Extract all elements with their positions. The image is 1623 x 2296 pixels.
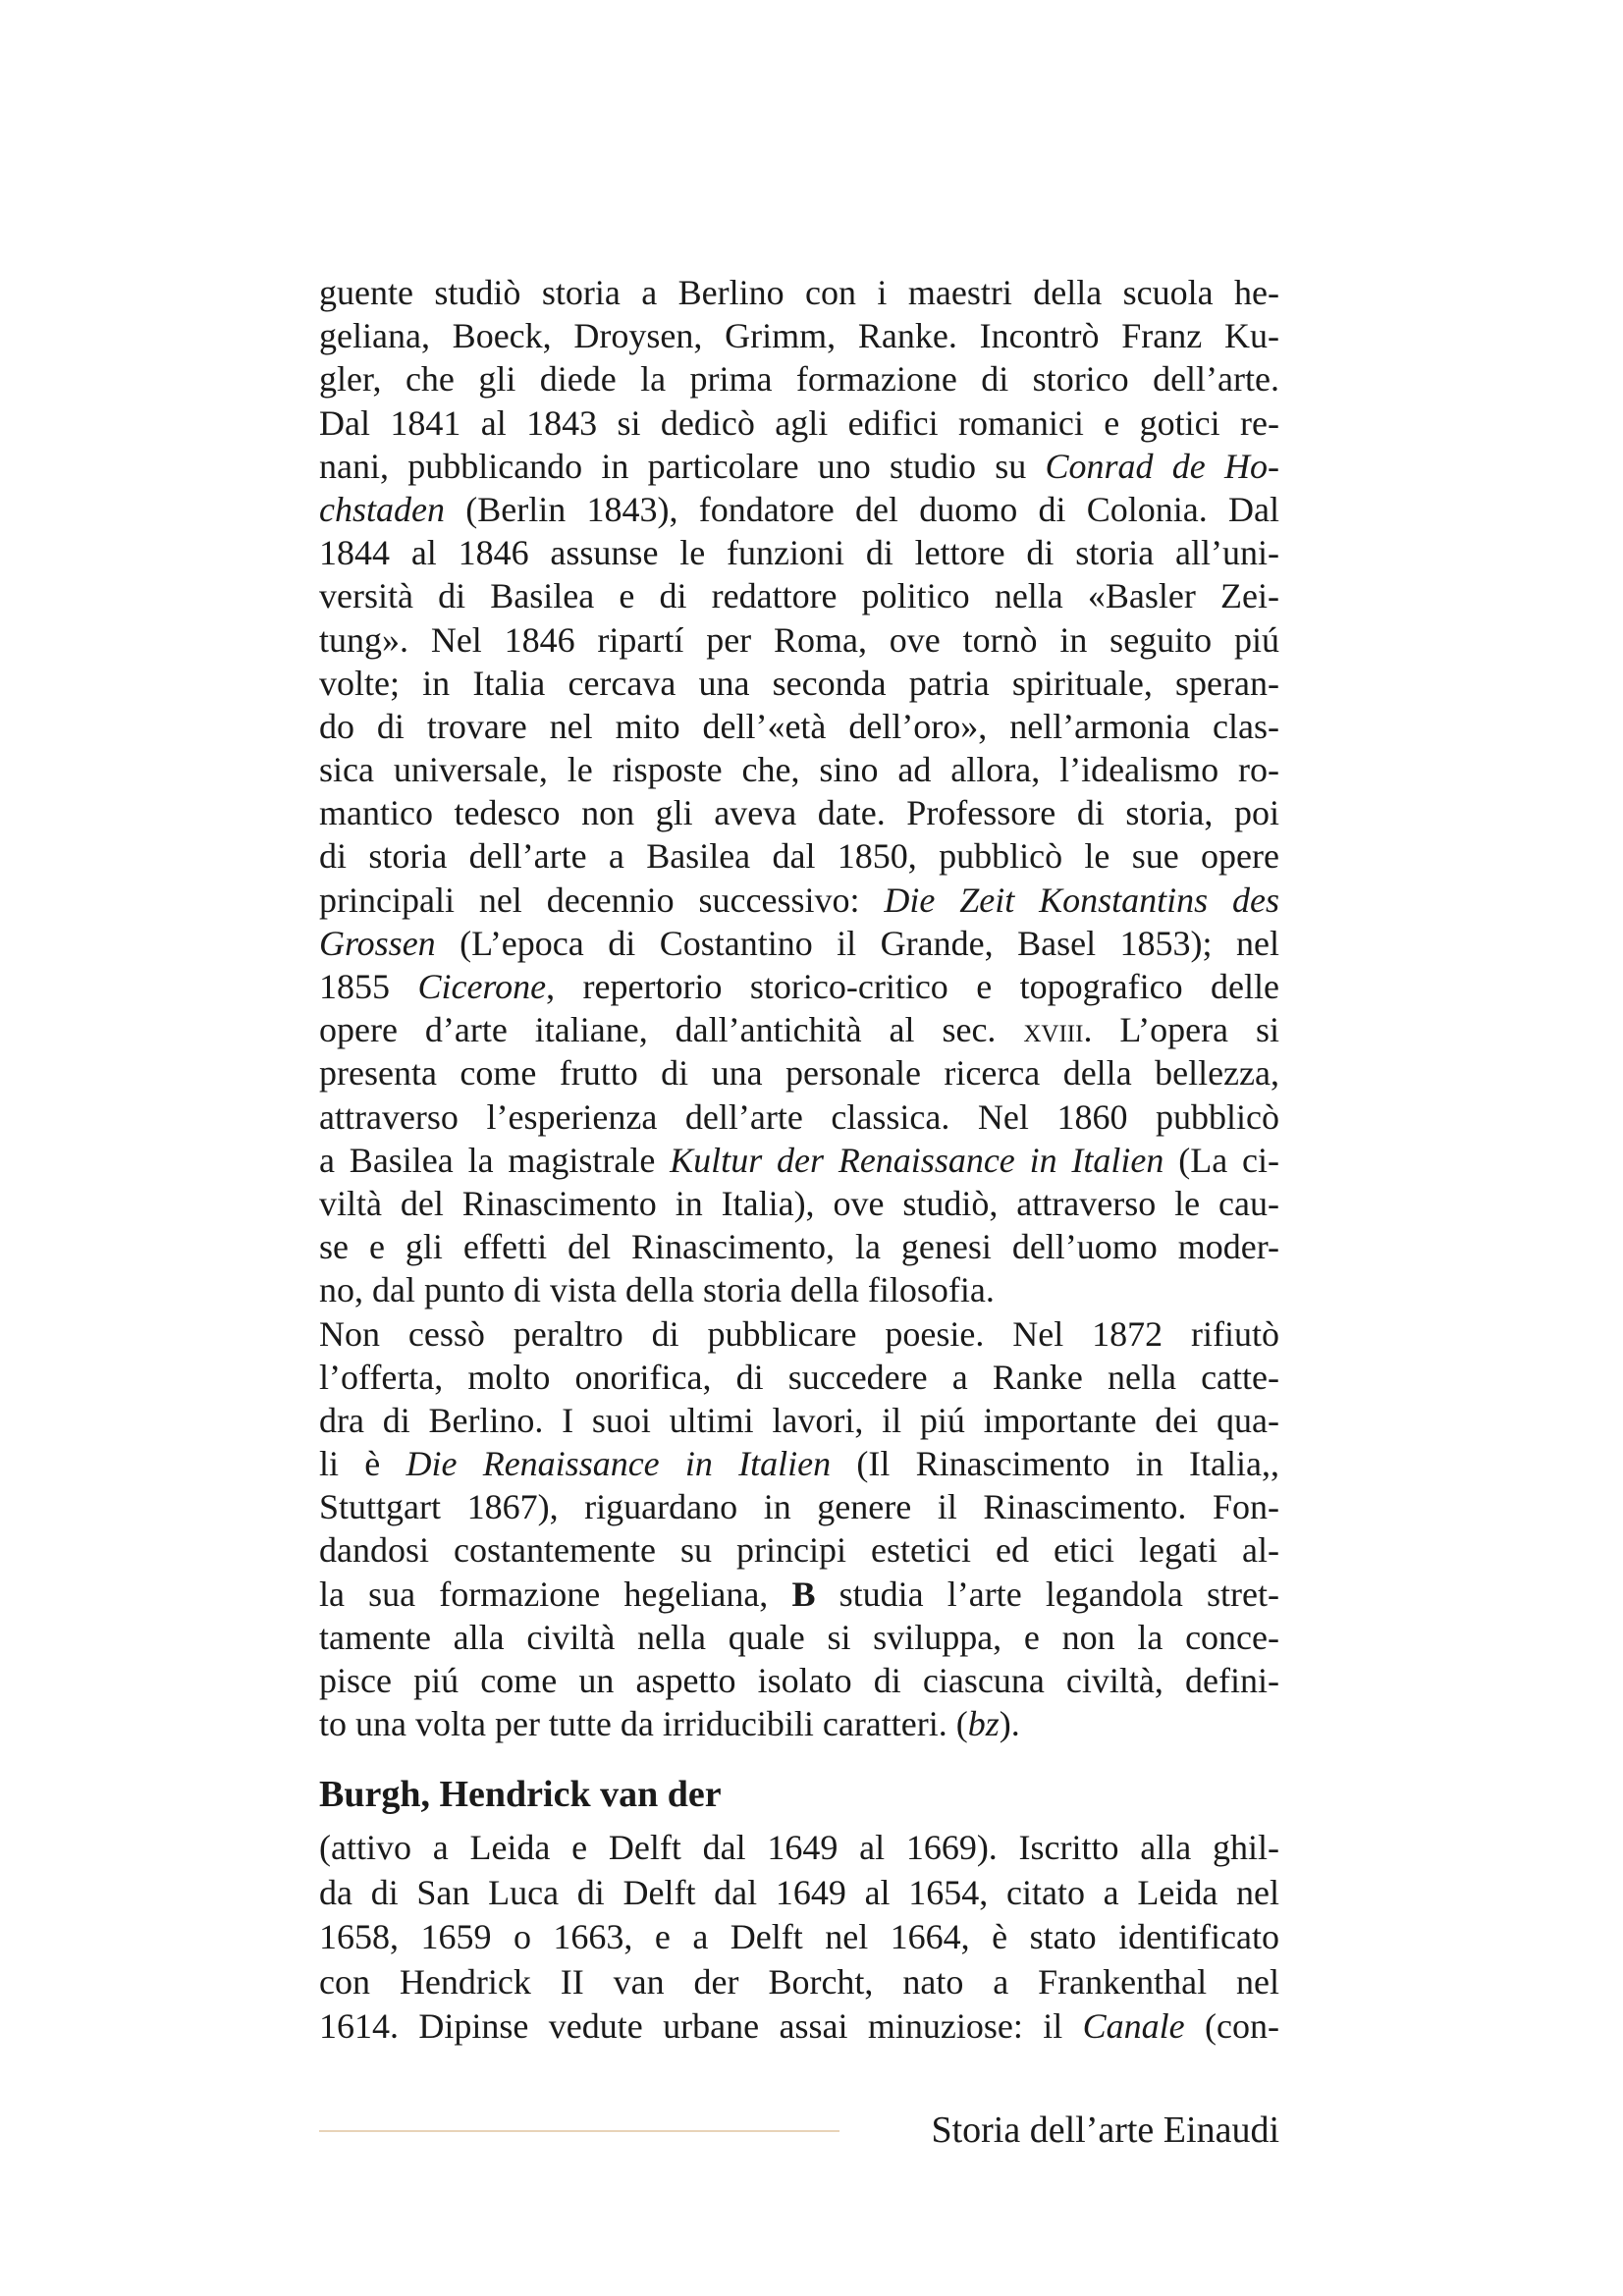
text-line — [319, 1182, 1279, 1225]
text-run: a Basilea la magistrale — [319, 1140, 671, 1180]
text-line — [319, 748, 1279, 791]
text-line — [319, 1702, 1279, 1745]
text-line — [319, 1051, 1279, 1095]
text-run: se e gli effetti del Rinascimento, la genesi dell’uomo moder- — [319, 1227, 1279, 1267]
text-line — [319, 357, 1279, 400]
italic-text: chstaden — [319, 489, 445, 529]
text-line — [319, 1528, 1279, 1572]
text-run: 1658, 1659 o 1663, e a Delft nel 1664, è stato identificato — [319, 1917, 1279, 1956]
footer-rule — [319, 2130, 839, 2132]
text-run: . L’opera si — [1083, 1010, 1279, 1050]
text-line — [319, 488, 1279, 531]
text-run: 1614. Dipinse vedute urbane assai minuziose: il — [319, 2006, 1083, 2046]
text-run: (con- — [1184, 2006, 1279, 2046]
text-line — [319, 662, 1279, 705]
italic-text: Die Renaissance in Italien — [406, 1444, 832, 1484]
text-line — [319, 1095, 1279, 1139]
italic-text: Kultur der Renaissance in Italien — [670, 1140, 1164, 1180]
text-run: to una volta per tutte da irriducibili caratteri. ( — [319, 1704, 968, 1744]
body-text — [319, 271, 1279, 1745]
text-line — [319, 401, 1279, 445]
text-run: da di San Luca di Delft dal 1649 al 1654, citato a Leida nel — [319, 1872, 1279, 1912]
text-run: volte; in Italia cercava una seconda patria spirituale, speran- — [319, 663, 1279, 703]
entry-heading: Burgh, Hendrick van der — [319, 1774, 722, 1815]
text-run: gler, che gli diede la prima formazione di storico dell’arte. — [319, 359, 1279, 400]
text-line — [319, 1442, 1279, 1485]
text-run: geliana, Boeck, Droysen, Grimm, Ranke. Incontrò Franz Ku- — [319, 316, 1279, 356]
italic-text: Conrad de Ho- — [1045, 446, 1279, 486]
text-run: (Il Rinascimento in Italia,, — [831, 1444, 1280, 1484]
text-run: xviii — [1023, 1010, 1084, 1050]
text-run: Non cessò peraltro di pubblicare poesie. Nel 1872 rifiutò — [319, 1313, 1279, 1354]
text-run: tamente alla civiltà nella quale si sviluppa, e non la conce- — [319, 1617, 1279, 1657]
text-run: nani, pubblicando in particolare uno studio su — [319, 446, 1046, 486]
text-run: l’offerta, molto onorifica, di succedere a Ranke nella catte- — [319, 1357, 1279, 1397]
text-line — [319, 1573, 1279, 1616]
text-run: pisce piú come un aspetto isolato di ciascuna civiltà, defini- — [319, 1661, 1279, 1700]
text-line — [319, 1356, 1279, 1399]
text-run: studia l’arte legandola stret- — [815, 1574, 1279, 1614]
italic-text: bz — [967, 1704, 1000, 1744]
italic-text: Grossen — [319, 923, 436, 963]
text-run: Stuttgart 1867), riguardano in genere il Rinascimento. Fon- — [319, 1487, 1279, 1527]
text-run: li è — [319, 1444, 406, 1484]
text-line — [319, 531, 1279, 574]
text-run: (attivo a Leida e Delft dal 1649 al 1669). Iscritto alla ghil- — [319, 1828, 1279, 1867]
text-run: mantico tedesco non gli aveva date. Professore di storia, poi — [319, 793, 1279, 833]
text-line — [319, 879, 1279, 922]
text-run: viltà del Rinascimento in Italia), ove studiò, attraverso le cau- — [319, 1183, 1279, 1223]
text-run: guente studiò storia a Berlino con i maestri della scuola he- — [319, 273, 1279, 312]
footer-title: Storia dell’arte Einaudi — [931, 2109, 1279, 2151]
text-line — [319, 922, 1279, 965]
text-line — [319, 2004, 1279, 2050]
text-line — [319, 1485, 1279, 1528]
text-run: sica universale, le risposte che, sino ad allora, l’idealismo ro- — [319, 750, 1279, 790]
text-line — [319, 1826, 1279, 1871]
text-line — [319, 834, 1279, 878]
italic-text: Canale — [1082, 2006, 1185, 2046]
text-run: 1844 al 1846 assunse le funzioni di lettore di storia all’uni- — [319, 533, 1279, 573]
text-run: ). — [999, 1704, 1020, 1744]
text-run: Dal 1841 al 1843 si dedicò agli edifici romanici e gotici re- — [319, 402, 1279, 443]
text-line — [319, 705, 1279, 748]
text-line — [319, 1399, 1279, 1442]
text-line — [319, 1225, 1279, 1268]
text-line — [319, 1960, 1279, 2005]
text-run: presenta come frutto di una personale ricerca della bellezza, — [319, 1053, 1279, 1094]
italic-text: Cicerone — [417, 967, 547, 1006]
text-run: do di trovare nel mito dell’«età dell’oro», nell’armonia clas- — [319, 706, 1279, 746]
text-run: (L’epoca di Costantino il Grande, Basel 1853); nel — [435, 923, 1279, 963]
text-line — [319, 1312, 1279, 1356]
text-run: 1855 — [319, 967, 418, 1006]
bold-text: B — [791, 1574, 816, 1614]
text-line — [319, 314, 1279, 357]
text-run: con Hendrick II van der Borcht, nato a Frankenthal nel — [319, 1961, 1279, 2002]
text-run: attraverso l’esperienza dell’arte classica. Nel 1860 pubblicò — [319, 1096, 1279, 1137]
text-line — [319, 965, 1279, 1008]
text-run: opere d’arte italiane, dall’antichità al sec. — [319, 1010, 1024, 1050]
text-line — [319, 1008, 1279, 1051]
text-line — [319, 574, 1279, 617]
text-run: no, dal punto di vista della storia della filosofia. — [319, 1270, 995, 1310]
text-run: dra di Berlino. I suoi ultimi lavori, il piú importante dei qua- — [319, 1400, 1279, 1440]
entry-text — [319, 1826, 1279, 2050]
text-line — [319, 1139, 1279, 1182]
text-run: versità di Basilea e di redattore politico nella «Basler Zei- — [319, 576, 1279, 616]
text-line — [319, 1915, 1279, 1960]
text-line — [319, 271, 1279, 314]
text-line — [319, 618, 1279, 662]
text-run: principali nel decennio successivo: — [319, 880, 885, 920]
italic-text: Die Zeit Konstantins des — [884, 880, 1279, 920]
text-line — [319, 1616, 1279, 1659]
text-run: tung». Nel 1846 ripartí per Roma, ove tornò in seguito piú — [319, 619, 1279, 660]
text-run: di storia dell’arte a Basilea dal 1850, pubblicò le sue opere — [319, 836, 1279, 877]
text-line — [319, 1659, 1279, 1702]
text-line — [319, 1268, 1279, 1311]
text-run: la sua formazione hegeliana, — [319, 1574, 792, 1614]
text-run: (Berlin 1843), fondatore del duomo di Colonia. Dal — [444, 489, 1279, 529]
text-run: dandosi costantemente su principi estetici ed etici legati al- — [319, 1530, 1279, 1571]
text-line — [319, 1871, 1279, 1916]
text-line — [319, 445, 1279, 488]
text-run: (La ci- — [1163, 1140, 1279, 1180]
text-run: , repertorio storico-critico e topografico delle — [546, 967, 1280, 1006]
text-line — [319, 791, 1279, 834]
